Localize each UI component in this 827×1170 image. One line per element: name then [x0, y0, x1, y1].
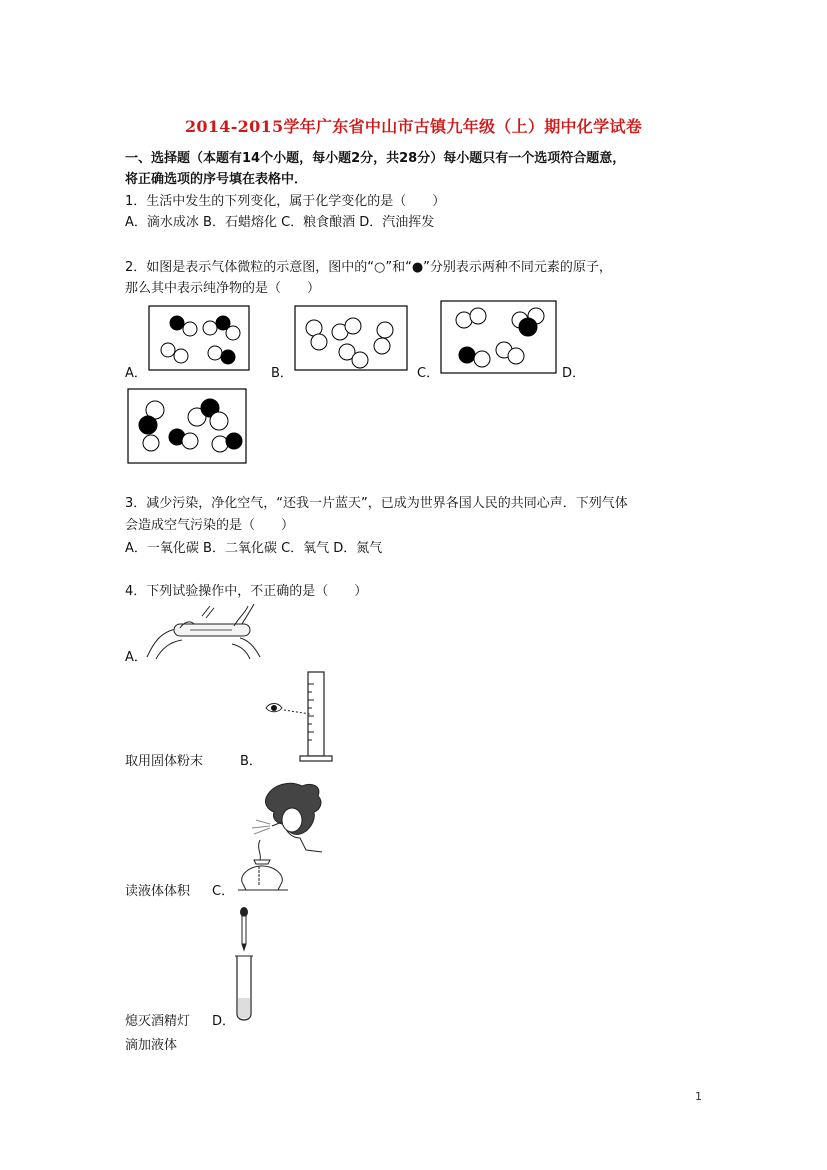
page-number: 1 — [695, 1090, 702, 1103]
section-heading-line1: 一、选择题（本题有14个小题，每小题2分，共28分）每小题只有一个选项符合题意， — [125, 151, 626, 166]
q2-label-c: C． — [417, 366, 440, 381]
q2-diagram-b — [294, 305, 408, 371]
question-3-options: A．一氧化碳 B．二氧化碳 C．氧气 D．氮气 — [125, 541, 383, 556]
q4-illustration-b — [262, 670, 342, 766]
question-4-stem: 4．下列试验操作中，不正确的是（ ） — [125, 584, 368, 599]
question-3-stem-line1: 3．减少污染，净化空气，“还我一片蓝天”，已成为世界各国人民的共同心声．下列气体 — [125, 496, 628, 511]
section-heading-line2: 将正确选项的序号填在表格中． — [125, 172, 308, 187]
q2-diagram-d — [127, 388, 247, 464]
q2-label-d: D． — [562, 366, 586, 381]
q2-diagram-a — [148, 305, 250, 371]
q2-label-a: A． — [125, 366, 147, 381]
page-title: 2014-2015学年广东省中山市古镇九年级（上）期中化学试卷 — [184, 117, 642, 136]
q4-label-a: A． — [125, 650, 147, 665]
q4-label-c: C． — [212, 884, 235, 899]
question-2-stem-line2: 那么其中表示纯净物的是（ ） — [125, 281, 321, 296]
q4-caption-a: 取用固体粉末 — [125, 754, 204, 769]
question-1-options: A．滴水成冰 B．石蜡熔化 C．粮食酿酒 D．汽油挥发 — [125, 215, 435, 230]
question-2-stem-line1: 2．如图是表示气体微粒的示意图，图中的“○”和“●”分别表示两种不同元素的原子， — [125, 260, 612, 275]
q4-label-b: B． — [240, 754, 262, 769]
q4-caption-b: 读液体体积 — [125, 884, 191, 899]
q4-illustration-a — [142, 602, 267, 660]
q4-caption-c: 熄灭酒精灯 — [125, 1014, 191, 1029]
q4-illustration-c — [232, 778, 332, 894]
question-1-stem: 1．生活中发生的下列变化，属于化学变化的是（ ） — [125, 194, 446, 209]
q2-diagram-c — [440, 300, 557, 374]
q4-illustration-d — [232, 906, 256, 1024]
q4-label-d: D． — [212, 1014, 236, 1029]
q4-caption-d: 滴加液体 — [125, 1038, 178, 1053]
q2-label-b: B． — [271, 366, 293, 381]
question-3-stem-line2: 会造成空气污染的是（ ） — [125, 518, 295, 533]
